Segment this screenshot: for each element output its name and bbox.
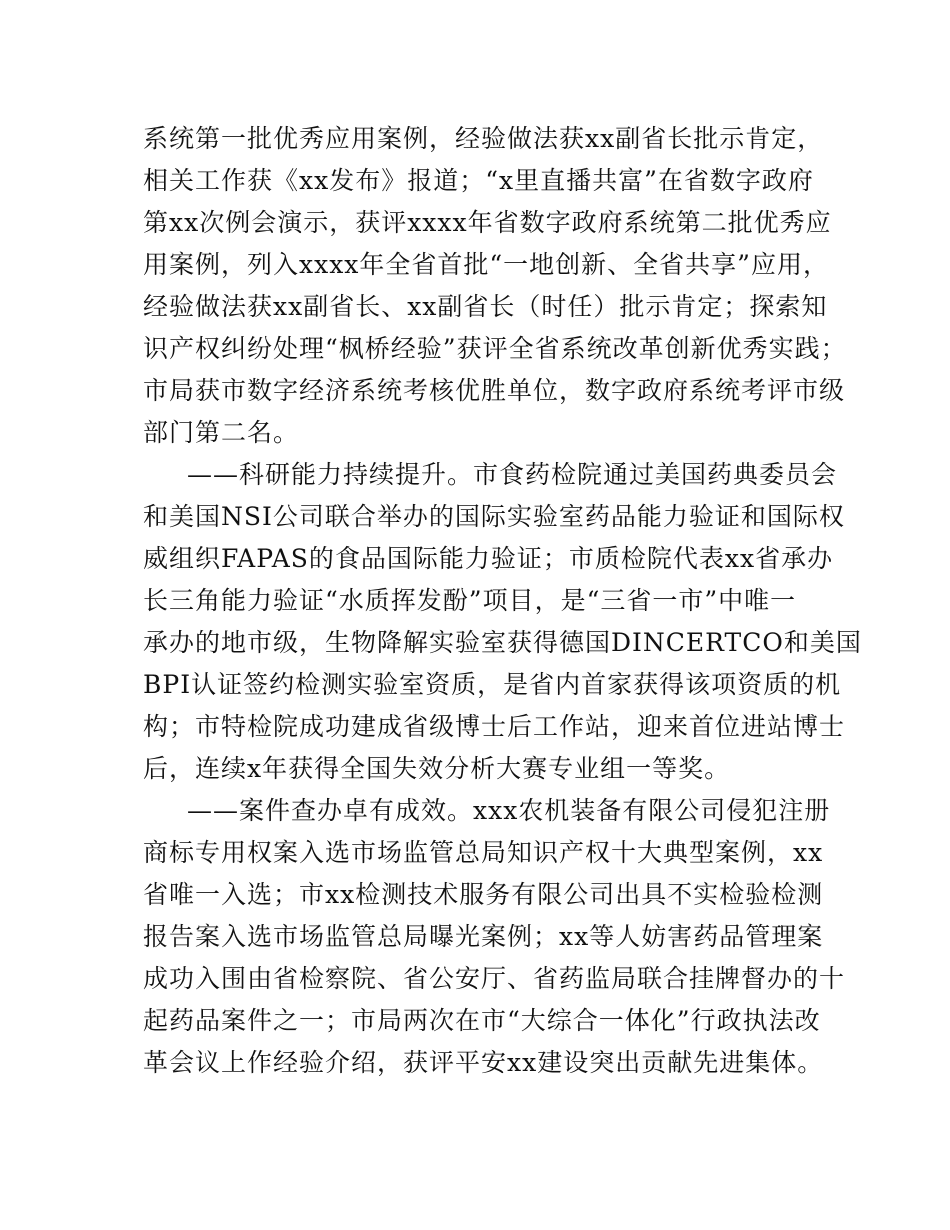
text-line: BPI认证签约检测实验室资质，是省内首家获得该项资质的机	[143, 670, 842, 699]
text-line: 经验做法获xx副省长、xx副省长（时任）批示肯定；探索知	[143, 292, 828, 321]
text-line: 报告案入选市场监管总局曝光案例；xx等人妨害药品管理案	[143, 922, 824, 951]
text-line: 威组织FAPAS的食品国际能力验证；市质检院代表xx省承办	[143, 544, 834, 573]
text-line: 部门第二名。	[143, 418, 300, 447]
paragraph-first-line: ——科研能力持续提升。市食药检院通过美国药典委员会	[187, 460, 838, 489]
text-line: 系统第一批优秀应用案例，经验做法获xx副省长批示肯定，	[143, 124, 824, 153]
text-line: 市局获市数字经济系统考核优胜单位，数字政府系统考评市级	[143, 376, 846, 405]
text-line: 和美国NSI公司联合举办的国际实验室药品能力验证和国际权	[143, 502, 845, 531]
paragraph-first-line: ——案件查办卓有成效。xxx农机装备有限公司侵犯注册	[187, 796, 831, 825]
text-line: 后，连续x年获得全国失效分析大赛专业组一等奖。	[143, 754, 731, 783]
body-text	[143, 118, 862, 1084]
text-line: 长三角能力验证“水质挥发酚”项目，是“三省一市”中唯一	[143, 586, 797, 615]
text-line: 第xx次例会演示，获评xxxx年省数字政府系统第二批优秀应	[143, 208, 832, 237]
text-line: 革会议上作经验介绍，获评平安xx建设突出贡献先进集体。	[143, 1048, 824, 1077]
text-line: 承办的地市级，生物降解实验室获得德国DINCERTCO和美国	[143, 628, 862, 657]
text-line: 商标专用权案入选市场监管总局知识产权十大典型案例，xx	[143, 838, 824, 867]
text-line: 起药品案件之一；市局两次在市“大综合一体化”行政执法改	[143, 1006, 821, 1035]
text-line: 成功入围由省检察院、省公安厅、省药监局联合挂牌督办的十	[143, 964, 846, 993]
text-line: 构；市特检院成功建成省级博士后工作站，迎来首位进站博士	[143, 712, 846, 741]
text-line: 用案例，列入xxxx年全省首批“一地创新、全省共享”应用，	[143, 250, 829, 279]
text-line: 省唯一入选；市xx检测技术服务有限公司出具不实检验检测	[143, 880, 824, 909]
text-line: 识产权纠纷处理“枫桥经验”获评全省系统改革创新优秀实践；	[143, 334, 847, 363]
text-line: 相关工作获《xx发布》报道；“x里直播共富”在省数字政府	[143, 166, 814, 195]
